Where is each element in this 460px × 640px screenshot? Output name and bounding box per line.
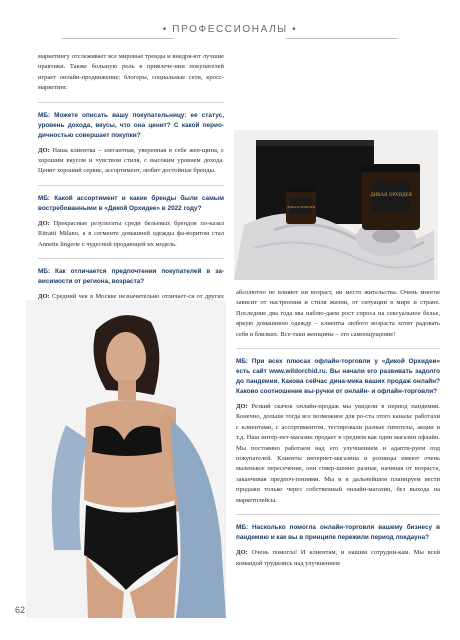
question: МБ: Можете описать вашу покупательницу: ее статус, уровень дохода, вкусы, что она ценит? С какой перио-дичностью совершает покупки? [38,111,224,139]
answer-label: ДО: [236,403,248,411]
divider [38,185,224,186]
divider [236,514,440,515]
right-column [236,288,440,574]
page-number: 62 [15,605,26,615]
answer [38,219,224,250]
answer [38,146,224,177]
small-candle-brand-text: ДИКАЯ ОРХИДЕЯ [286,205,316,209]
header-rule-right [286,38,398,39]
answer-text: Средний чек в Москве незначительно отличает-ся от других [52,293,224,301]
answer-label: ДО: [38,146,50,154]
face [106,332,146,384]
left-column [38,52,224,318]
product-photo [234,130,438,280]
answer-text: Прекрасные результаты среди бельевых брендов по-казал Ritratti Milano, а в сегменте домашней одежды фа-воритом стал Annette lingerie с чудесной продающей их модель. [38,219,224,248]
answer-text: Очень помогла! И клиентам, и нашим сотрудни-кам. Мы всей командой трудились над улучшением [236,549,440,567]
paragraph: маркетингу отслеживает все мировые тренды и внедря-ют лучшие практики. Также большую роль в привлече-нии покупателей играет онлайн-продвижение: блогеры, социальные сети, кросс-маркетинг. [38,53,224,92]
divider [236,348,440,349]
product-illustration [234,130,438,280]
answer-label: ДО: [38,293,50,301]
question: МБ: Как отличается предпочтения покупателей в за-висимости от региона, возраста? [38,268,224,286]
divider [38,102,224,103]
question: МБ: Какой ассортимент и какие бренды были самым востребованными в «Дикой Орхидее» в 2022 году? [38,194,224,212]
section-header [0,24,460,35]
model-photo [26,300,226,618]
answer-label: ДО: [38,219,50,227]
answer-text: Наша клиентка – элегантная, уверенная в себе жен-щина, с хорошим вкусом и чувством стиля, с высоким уровнем дохода. Ценит хороший сервис, ассортимент, любит достойные бренды. [38,146,224,175]
answer-label: ДО: [236,549,248,557]
paragraph: абсолютно не влияют ни возраст, ни место жительства. Очень многое зависит от настроения и стиля жизни, от ситуации в мире и стране. Последние два года мы наблю-даем рост спроса на сексуальное белье, яркую домашнюю одежду – клиенты любого возраста хотят радовать себя и близких. Все-таки женщины – это самоощущение! [236,289,440,338]
section-title: • ПРОФЕССИОНАЛЫ • [162,24,298,35]
question: МБ: При всех плюсах офлайн-торговли у «Дикой Орхидеи» есть сайт www.wildorchid.ru. Вы начали его развивать задолго до пандемии. Какова сейчас дина-мика ваших продаж онлайн? Каково соотношение вы-ручки от онлайн- и офлайн-торговли? [236,358,440,396]
divider [38,258,224,259]
answer [236,402,440,506]
answer [236,548,440,569]
answer-text: Резкий скачок онлайн-продаж мы увидели в период пандемии. Конечно, дольше тогда все возможное для ро-ста этого канала: работали с клиентами, с ассортиментом, тестировали разные гипотезы, акции и т.д. Наш интер-нет-магазин продает в среднем как один магазин офлайн. Мы постоянно работаем над его улучшением и адапти-руем под покупателей. Клиенты интернет-магазина и розницы имеют очень маленькое пересечение, они совер-шенно разные, начиная от возраста, заканчивая предпоч-тениями. Мы и в дальнейшем планируем вести продажи только через собственный онлайн-магазин, без выхода на маркетплейсы. [236,403,440,504]
model-illustration [26,300,226,618]
question: МБ: Насколько помогла онлайн-торговля вашему бизнесу в пандемию и как вы в принципе пережили период локдауна? [236,524,440,542]
candle-brand-text: ДИКАЯ ОРХИДЕЯ [370,193,412,198]
header-rule-left [62,38,174,39]
